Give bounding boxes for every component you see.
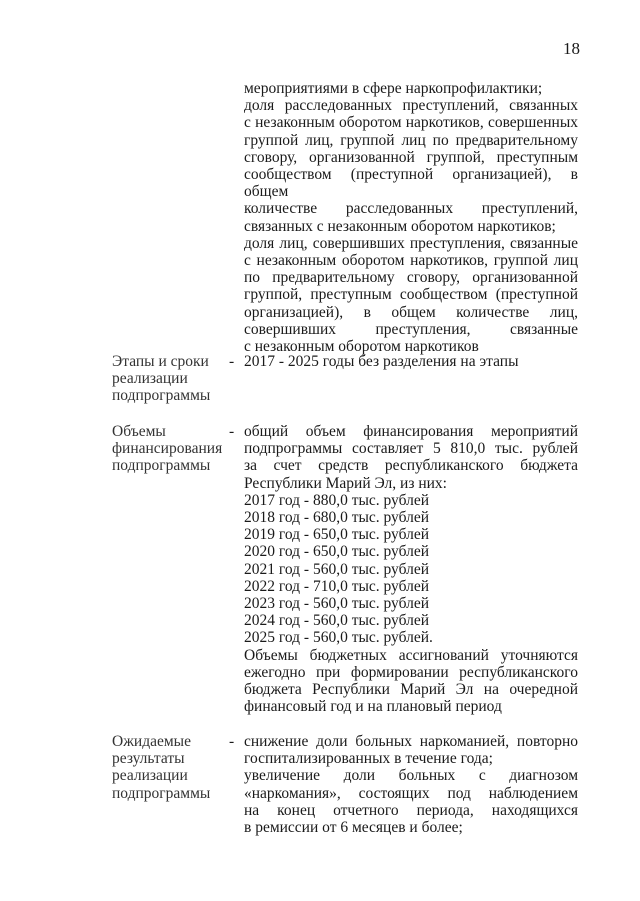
text-line: «наркомания», состоящих под наблюдением [244,784,578,802]
text-line: группой лиц, группой лиц по предварительному [244,131,578,149]
text-line: финансовый год и на плановый период [244,698,502,716]
text-line: 2019 год - 650,0 тыс. рублей [244,526,430,544]
text-line: снижение доли больных наркоманией, повторно [244,733,578,750]
page-number: 18 [563,39,580,58]
text-line: группой, преступным сообществом (преступной [244,286,578,304]
text-line: с незаконным оборотом наркотиков, группой лиц [244,252,578,270]
label-line: результаты [112,750,185,768]
text-line: 2018 год - 680,0 тыс. рублей [244,509,430,527]
text-line: с незаконным оборотом наркотиков, совершенных [244,114,578,132]
text-line: с незаконным оборотом наркотиков [244,338,479,356]
text-line: 2017 год - 880,0 тыс. рублей [244,491,430,509]
section-label [112,733,230,802]
label-line: Этапы и сроки [112,353,209,370]
section-label [112,423,230,475]
text-line: 2022 год - 710,0 тыс. рублей [244,577,430,595]
section-dash: - [229,423,235,440]
text-line: ежегодно при формировании республиканского [244,663,578,681]
text-line: доля расследованных преступлений, связанных [244,97,578,115]
label-line: реализации [112,370,188,388]
text-line: связанных с незаконным оборотом наркотиков; [244,217,556,235]
section-body [244,733,578,836]
label-line: Ожидаемые [112,733,191,750]
text-line: Республики Марий Эл, из них: [244,474,447,492]
text-line: организацией), в общем количестве лиц, [244,303,578,321]
section-label [112,353,230,405]
text-line: госпитализированных в течение года; [244,750,493,768]
label-line: подпрограммы [112,784,211,802]
text-line: количестве расследованных преступлений, [244,200,578,218]
text-line: общий объем финансирования мероприятий [244,423,578,440]
text-line: бюджета Республики Марий Эл на очередной [244,681,578,699]
text-line: 2025 год - 560,0 тыс. рублей. [244,629,433,647]
label-line: подпрограммы [112,387,211,405]
text-line: по предварительному сговору, организованной [244,269,578,287]
section-body [244,353,578,370]
text-line: за счет средств республиканского бюджета [244,457,578,475]
text-line: увеличение доли больных с диагнозом [244,767,578,785]
text-line: на конец отчетного периода, находящихся [244,801,578,819]
section-dash: - [229,733,235,750]
label-line: финансирования [112,440,223,458]
section-dash: - [229,353,235,370]
text-line: мероприятиями в сфере наркопрофилактики; [244,80,543,97]
text-line: 2020 год - 650,0 тыс. рублей [244,543,430,561]
section-body [244,423,578,715]
text-line: сообществом (преступной организацией), в общем [244,166,578,201]
label-line: реализации [112,767,188,785]
text-line: доля лиц, совершивших преступления, связанные [244,234,578,252]
text-line: сговору, организованной группой, преступным [244,148,578,166]
text-line: 2024 год - 560,0 тыс. рублей [244,612,430,630]
label-line: Объемы [112,423,166,440]
label-line: подпрограммы [112,457,211,475]
text-line: 2017 - 2025 годы без разделения на этапы [244,353,519,370]
text-line: совершивших преступления, связанные [244,320,578,338]
text-line: 2023 год - 560,0 тыс. рублей [244,595,430,613]
text-line: Объемы бюджетных ассигнований уточняются [244,646,578,664]
text-line: подпрограммы составляет 5 810,0 тыс. рублей [244,440,578,458]
text-line: в ремиссии от 6 месяцев и более; [244,819,463,837]
text-line: 2021 год - 560,0 тыс. рублей [244,560,430,578]
intro-continuation-text [244,80,578,355]
